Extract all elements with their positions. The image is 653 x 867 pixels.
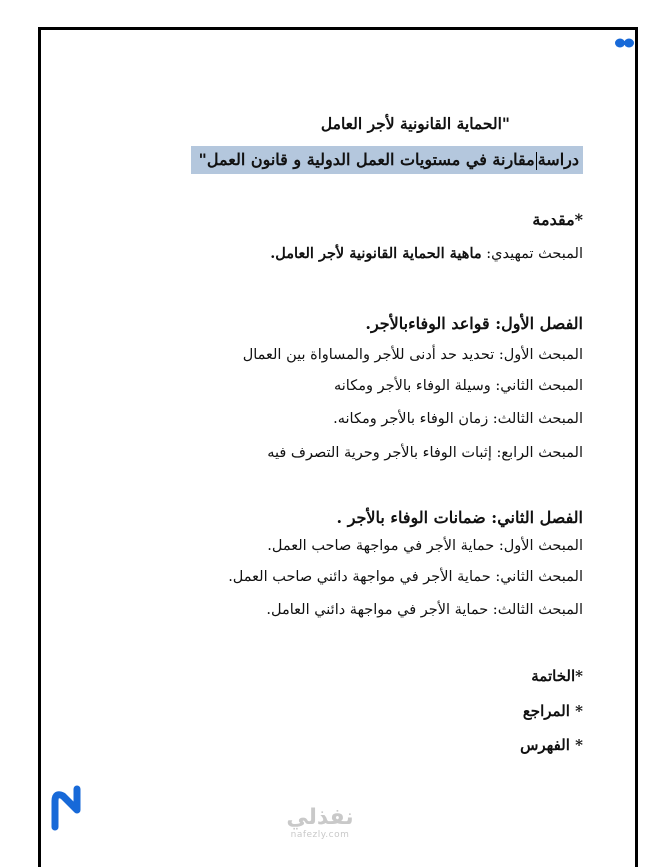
subtitle-part2: مقارنة في مستويات العمل الدولية و قانون العمل"	[198, 150, 535, 169]
chapter1-heading: الفصل الأول: قواعد الوفاءبالأجر.	[365, 314, 583, 333]
chapter2-section: المبحث الأول: حماية الأجر في مواجهة صاحب العمل.	[267, 538, 583, 554]
watermark-latin: nafezly.com	[290, 830, 350, 840]
watermark-arabic: نفذلي	[286, 805, 354, 830]
closing-conclusion: *الخاتمة	[531, 667, 583, 685]
intro-section-prefix: المبحث تمهيدي:	[481, 246, 583, 262]
document-title: "الحماية القانونية لأجر العامل	[320, 114, 510, 133]
subtitle-highlight	[191, 146, 583, 174]
chapter1-section: المبحث الأول: تحديد حد أدنى للأجر والمساواة بين العمال	[242, 347, 583, 363]
chapter1-section: المبحث الثالث: زمان الوفاء بالأجر ومكانه.	[333, 411, 583, 427]
brand-logo-icon	[48, 783, 92, 831]
intro-section-title: ماهية الحماية القانونية لأجر العامل.	[270, 245, 482, 262]
watermark	[285, 806, 355, 840]
chapter2-section: المبحث الثاني: حماية الأجر في مواجهة دائني صاحب العمل.	[228, 569, 583, 585]
chapter1-section: المبحث الرابع: إثبات الوفاء بالأجر وحرية التصرف فيه	[267, 445, 583, 461]
intro-heading: *مقدمة	[532, 210, 583, 229]
chapter2-heading: الفصل الثاني: ضمانات الوفاء بالأجر .	[336, 508, 583, 527]
chapter1-section: المبحث الثاني: وسيلة الوفاء بالأجر ومكانه	[334, 378, 583, 394]
text-cursor	[536, 152, 537, 170]
corner-marker-icon	[614, 37, 636, 49]
intro-section	[270, 245, 583, 262]
document-body	[60, 0, 583, 850]
closing-index: * الفهرس	[520, 736, 583, 754]
chapter2-section: المبحث الثالث: حماية الأجر في مواجهة دائني العامل.	[266, 602, 583, 618]
closing-references: * المراجع	[522, 702, 583, 720]
subtitle-part1: دراسة	[537, 150, 579, 169]
document-subtitle	[191, 146, 583, 174]
